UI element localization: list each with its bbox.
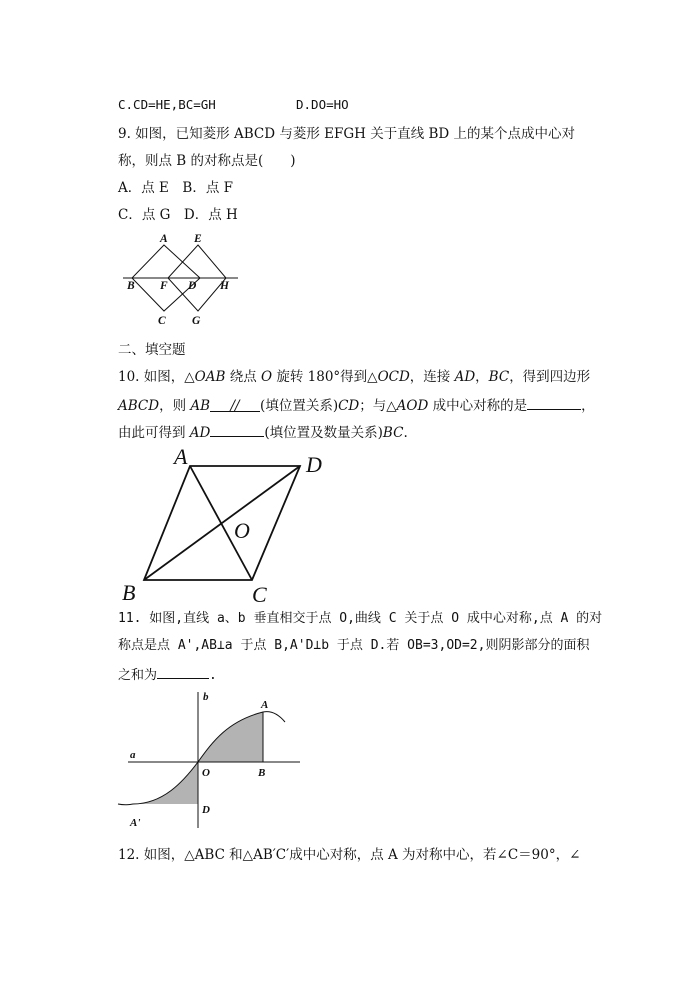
label-F: F bbox=[160, 280, 168, 292]
label-H: H bbox=[220, 280, 229, 292]
label-A-prime: A' bbox=[130, 817, 141, 829]
q9-options-ab: A．点 E B．点 F bbox=[118, 180, 233, 196]
label-A: A bbox=[261, 699, 269, 711]
answer-blank-symmetric-triangle bbox=[527, 395, 581, 410]
option-c: C.CD=HE,BC=GH bbox=[118, 97, 216, 112]
label-B: B bbox=[122, 580, 136, 605]
q10-stem-line2: ABCD，则 AB // (填位置关系)CD；与△AOD 成中心对称的是 ， bbox=[118, 395, 595, 415]
q9-stem-line1: 9. 如图，已知菱形 ABCD 与菱形 EFGH 关于直线 BD 上的某个点成中心对 bbox=[118, 126, 576, 142]
answer-blank-relation bbox=[210, 422, 264, 437]
q11-stem-line2: 称点是点 A',AB⊥a 于点 B,A'D⊥b 于点 D.若 OB=3,OD=2,则阴影部分的面积 bbox=[118, 638, 590, 653]
label-C: C bbox=[252, 582, 267, 607]
label-E: E bbox=[194, 233, 202, 245]
label-A: A bbox=[160, 233, 168, 245]
label-B: B bbox=[258, 767, 266, 779]
label-A: A bbox=[174, 444, 188, 469]
q10-stem-line3: 由此可得到 AD (填位置及数量关系)BC. bbox=[118, 422, 408, 442]
q11-stem-line3: 之和为 . bbox=[118, 664, 217, 685]
q11-stem-line1: 11. 如图,直线 a、b 垂直相交于点 O,曲线 C 关于点 O 成中心对称,点 A 的对 bbox=[118, 611, 603, 626]
label-D: D bbox=[202, 804, 210, 816]
label-b: b bbox=[203, 691, 209, 703]
answer-blank-area bbox=[157, 664, 209, 679]
label-D: D bbox=[188, 280, 197, 292]
figure-q9 bbox=[118, 228, 248, 328]
answer-blank-parallel: // bbox=[210, 397, 260, 412]
label-B: B bbox=[127, 280, 135, 292]
label-G: G bbox=[192, 315, 201, 327]
label-a: a bbox=[130, 749, 136, 761]
q12-stem-line1: 12. 如图，△ABC 和△AB′C′成中心对称，点 A 为对称中心，若∠C＝90°，∠ bbox=[118, 847, 581, 863]
q9-options-cd: C．点 G D．点 H bbox=[118, 207, 238, 223]
section-heading-fill-in: 二、填空题 bbox=[118, 342, 186, 358]
figure-q11 bbox=[118, 686, 308, 836]
q10-stem-line1: 10. 如图，△OAB 绕点 O 旋转 180°得到△OCD，连接 AD，BC，得到四边形 bbox=[118, 369, 591, 385]
q9-stem-line2: 称，则点 B 的对称点是( ) bbox=[118, 153, 296, 169]
label-D: D bbox=[306, 452, 322, 477]
label-C: C bbox=[158, 315, 166, 327]
option-line-c-d bbox=[118, 96, 349, 114]
figure-q10 bbox=[118, 440, 338, 605]
option-d: D.DO=HO bbox=[296, 97, 349, 112]
label-O: O bbox=[202, 767, 210, 779]
label-O: O bbox=[234, 518, 250, 543]
